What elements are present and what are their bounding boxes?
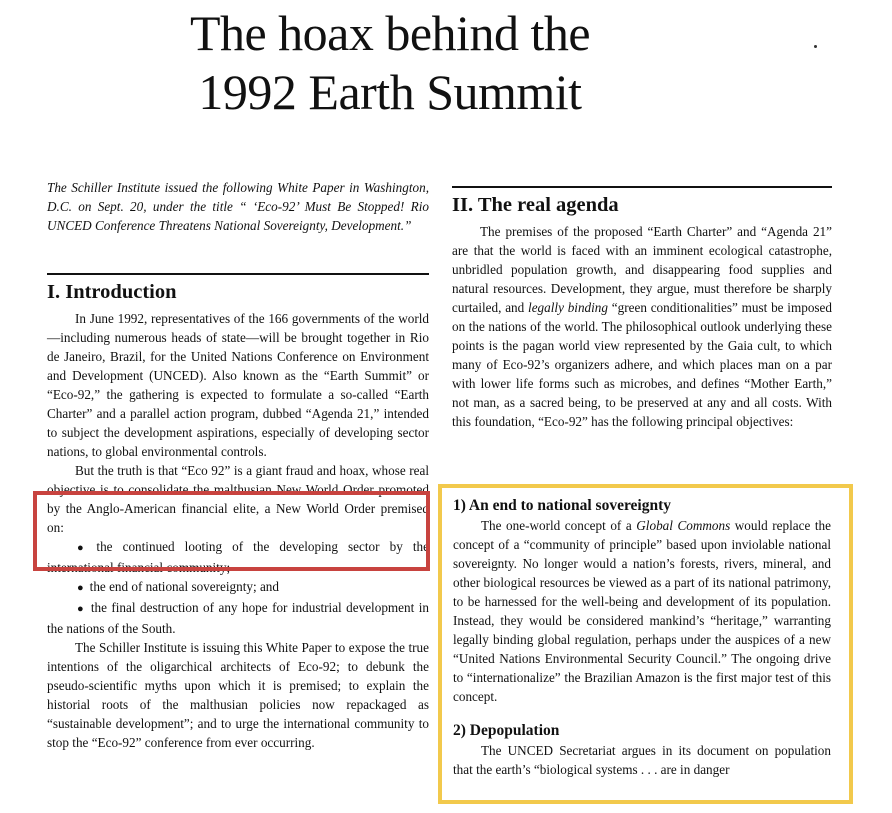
bullet-icon: ● (77, 542, 91, 554)
bullet-icon: ● (77, 603, 85, 615)
intro-note: The Schiller Institute issued the following White Paper in Washington, D.C. on Sept. 20, under the title “ ‘Eco-92’ Must Be Stopped! Rio UNCED Conference Threatens National Sovereignty, Development.” (47, 180, 429, 233)
subsection-2-heading: 2) Depopulation (453, 722, 560, 739)
list-item: ● the end of national sovereignty; and (77, 579, 279, 594)
subsection-1-heading: 1) An end to national sovereignty (453, 497, 672, 514)
subsection-1-text: The one-world concept of a Global Commons would replace the concept of a “community of principle” based upon inviolable national sovereignty. No longer would a nation’s forests, rivers, mineral, and other biological resources be viewed as a part of its national patrimony, to be harnessed for the well-being and development of its population. Instead, they would be considered mankind’s “heritage,” warranting legally binding global regulation, perhaps under the auspices of a new “United Nations Environmental Security Council.” The ongoing drive to “internationalize” the Brazilian Amazon is the first major test of this concept. (453, 518, 831, 704)
left-column (47, 178, 429, 752)
section-2-paragraph-1: The premises of the proposed “Earth Charter” and “Agenda 21” are that the world is faced with an imminent ecological catastrophe, unbridled population growth, and disappearing food supplies and natural resources. Development, they argue, must therefore be sharply curtailed, and legally binding “green conditionalities” must be imposed on the nations of the world. The philosophical outlook underlying these points is the pagan world view represented by the Gaia cult, to which many of Eco-92’s organizers adhere, and which places man on a par with lower life forms such as microbes, and defines “Mother Earth,” not man, as a sacred being, to be preserved at any and all costs. With this foundation, “Eco-92” has the following principal objectives: (452, 224, 832, 429)
subsection-2-text: The UNCED Secretariat argues in its document on population that the earth’s “biological systems . . . are in danger (453, 743, 831, 777)
section-2-heading: II. The real agenda (452, 194, 619, 216)
section-1-rule (47, 273, 429, 275)
highlighted-objectives (453, 496, 831, 779)
list-item: ● the final destruction of any hope for industrial development in the nations of the South. (47, 600, 429, 636)
right-column (452, 186, 832, 431)
section-1-heading: I. Introduction (47, 281, 177, 303)
section-1-paragraph-2: But the truth is that “Eco 92” is a giant fraud and hoax, whose real objective is to consolidate the malthusian New World Order promoted by the Anglo-American financial elite, a New World Order premised on: (47, 463, 429, 535)
list-item: ● the continued looting of the developing sector by the international financial community; (47, 539, 429, 575)
section-1-paragraph-1: In June 1992, representatives of the 166 governments of the world—including numerous heads of state—will be brought together in Rio de Janeiro, Brazil, for the United Nations Conference on Environment and Development (UNCED). Also known as the “Earth Summit” or “Eco-92,” the gathering is expected to formulate a so-called “Earth Charter” and a parallel action program, dubbed “Agenda 21,” intended to subject the development aspirations, especially of developing sector nations, to global environmental controls. (47, 311, 429, 459)
title-line-2: 1992 Earth Summit (198, 64, 582, 120)
section-2-rule (452, 186, 832, 188)
title-line-1: The hoax behind the (189, 5, 591, 61)
article-title (0, 4, 780, 122)
stray-dot (814, 45, 817, 48)
bullet-icon: ● (77, 582, 84, 594)
section-1-paragraph-3: The Schiller Institute is issuing this White Paper to expose the true intentions of the oligarchical architects of Eco-92; to debunk the pseudo-scientific myths upon which it is premised; to explain the historial roots of the malthusian policies now repackaged as “sustainable development”; and to urge the international community to stop the “Eco-92” conference from ever occurring. (47, 640, 429, 750)
objectives-list (47, 537, 429, 638)
